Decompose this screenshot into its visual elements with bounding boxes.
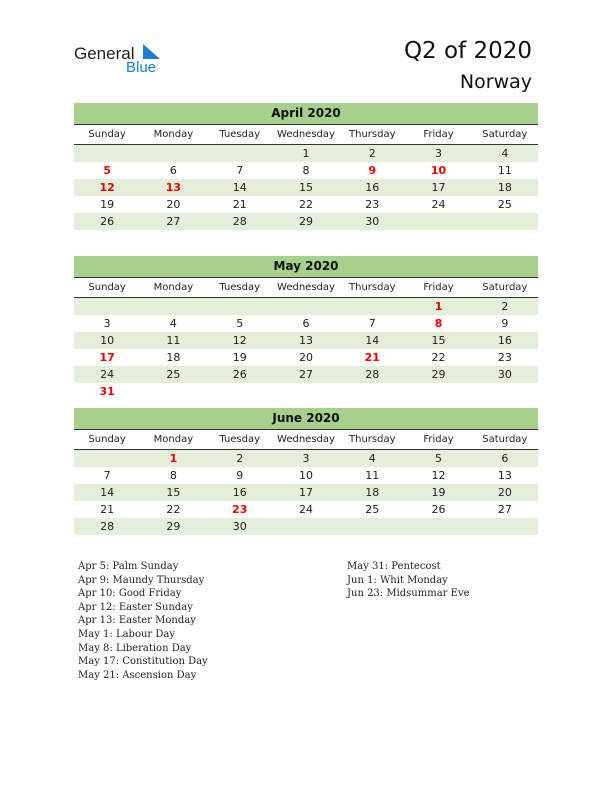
day-cell bbox=[140, 145, 206, 162]
day-cell: 12 bbox=[431, 469, 446, 482]
day-cell bbox=[273, 518, 339, 535]
weekday-label: Monday bbox=[153, 434, 194, 445]
holiday-note: May 8: Liberation Day bbox=[78, 642, 192, 654]
week-row bbox=[74, 179, 538, 196]
weekday-header-row bbox=[74, 278, 538, 298]
week-row bbox=[74, 467, 538, 484]
day-cell: 27 bbox=[166, 215, 181, 228]
day-cell: 28 bbox=[232, 215, 247, 228]
day-cell: 15 bbox=[431, 334, 446, 347]
day-cell: 1 bbox=[169, 452, 178, 465]
day-cell: 23 bbox=[232, 503, 248, 516]
day-cell: 18 bbox=[166, 351, 181, 364]
day-cell: 4 bbox=[501, 147, 509, 160]
day-cell: 24 bbox=[100, 368, 115, 381]
day-cell: 9 bbox=[501, 317, 509, 330]
week-row bbox=[74, 213, 538, 230]
day-cell: 13 bbox=[165, 181, 182, 194]
weekday-label: Wednesday bbox=[277, 282, 335, 293]
day-cell: 1 bbox=[302, 147, 310, 160]
week-row bbox=[74, 332, 538, 349]
day-cell: 8 bbox=[169, 469, 177, 482]
day-cell: 22 bbox=[431, 351, 446, 364]
day-cell: 3 bbox=[103, 317, 111, 330]
holiday-note: Apr 5: Palm Sunday bbox=[78, 561, 179, 572]
weekday-label: Wednesday bbox=[277, 129, 335, 140]
holiday-note: May 21: Ascension Day bbox=[78, 669, 197, 681]
week-row bbox=[74, 450, 538, 467]
day-cell: 13 bbox=[298, 334, 313, 347]
weekday-label: Tuesday bbox=[219, 282, 261, 293]
weekday-header-row bbox=[74, 125, 538, 145]
day-cell: 29 bbox=[298, 215, 313, 228]
day-cell: 22 bbox=[166, 503, 181, 516]
month-calendar-june bbox=[74, 408, 538, 535]
week-row bbox=[74, 162, 538, 179]
week-row bbox=[74, 366, 538, 383]
holiday-note: Jun 23: Midsummar Eve bbox=[347, 588, 470, 600]
day-cell: 2 bbox=[501, 300, 509, 313]
day-cell bbox=[207, 145, 273, 162]
day-cell: 15 bbox=[298, 181, 313, 194]
day-cell: 21 bbox=[232, 198, 247, 211]
weekday-label: Sunday bbox=[88, 129, 126, 140]
day-cell: 5 bbox=[103, 164, 111, 177]
weekday-label: Thursday bbox=[349, 434, 396, 445]
day-cell: 25 bbox=[166, 368, 181, 381]
week-row bbox=[74, 518, 538, 535]
day-cell: 2 bbox=[368, 147, 376, 160]
day-cell bbox=[405, 213, 471, 230]
day-cell: 25 bbox=[365, 503, 380, 516]
weekday-label: Tuesday bbox=[219, 129, 261, 140]
day-cell bbox=[472, 518, 538, 535]
day-cell bbox=[74, 298, 140, 315]
day-cell: 18 bbox=[497, 181, 512, 194]
weekday-label: Friday bbox=[423, 282, 454, 293]
day-cell: 21 bbox=[364, 351, 380, 364]
holiday-note: Apr 10: Good Friday bbox=[78, 588, 182, 600]
day-cell: 11 bbox=[166, 334, 181, 347]
day-cell: 26 bbox=[100, 215, 115, 228]
day-cell bbox=[339, 298, 405, 315]
weekday-label: Monday bbox=[153, 282, 194, 293]
day-cell bbox=[207, 298, 273, 315]
holiday-note: May 1: Labour Day bbox=[78, 628, 175, 640]
day-cell bbox=[140, 298, 206, 315]
day-cell: 15 bbox=[166, 486, 181, 499]
week-row bbox=[74, 298, 538, 315]
day-cell bbox=[273, 298, 339, 315]
day-cell: 17 bbox=[298, 486, 313, 499]
day-cell bbox=[472, 383, 538, 400]
day-cell: 8 bbox=[434, 317, 443, 330]
day-cell: 7 bbox=[103, 469, 111, 482]
day-cell: 17 bbox=[431, 181, 446, 194]
day-cell: 7 bbox=[368, 317, 376, 330]
day-cell: 7 bbox=[236, 164, 244, 177]
day-cell: 23 bbox=[365, 198, 380, 211]
day-cell bbox=[140, 383, 206, 400]
weekday-label: Sunday bbox=[88, 282, 126, 293]
day-cell: 11 bbox=[497, 164, 512, 177]
day-cell: 6 bbox=[169, 164, 177, 177]
weekday-label: Friday bbox=[423, 129, 454, 140]
month-title: June 2020 bbox=[74, 408, 538, 430]
weekday-label: Tuesday bbox=[219, 434, 261, 445]
day-cell: 30 bbox=[365, 215, 380, 228]
day-cell: 3 bbox=[302, 452, 310, 465]
day-cell: 4 bbox=[169, 317, 177, 330]
day-cell bbox=[405, 518, 471, 535]
holiday-note: May 31: Pentecost bbox=[347, 561, 441, 572]
week-row bbox=[74, 383, 538, 400]
day-cell bbox=[207, 383, 273, 400]
month-calendar-may bbox=[74, 256, 538, 400]
day-cell bbox=[472, 213, 538, 230]
month-title: May 2020 bbox=[74, 256, 538, 278]
holiday-list-right bbox=[347, 560, 470, 601]
day-cell: 24 bbox=[431, 198, 446, 211]
weekday-label: Thursday bbox=[349, 129, 396, 140]
day-cell: 30 bbox=[497, 368, 512, 381]
day-cell bbox=[273, 383, 339, 400]
day-cell: 17 bbox=[99, 351, 115, 364]
day-cell: 20 bbox=[166, 198, 181, 211]
weekday-label: Thursday bbox=[349, 282, 396, 293]
week-row bbox=[74, 145, 538, 162]
day-cell: 20 bbox=[298, 351, 313, 364]
month-calendar-april bbox=[74, 103, 538, 230]
day-cell: 25 bbox=[497, 198, 512, 211]
holiday-note: Apr 9: Maundy Thursday bbox=[78, 574, 205, 586]
day-cell: 19 bbox=[232, 351, 247, 364]
day-cell: 29 bbox=[166, 520, 181, 533]
day-cell: 29 bbox=[431, 368, 446, 381]
day-cell: 1 bbox=[434, 300, 443, 313]
day-cell: 20 bbox=[497, 486, 512, 499]
day-cell: 26 bbox=[431, 503, 446, 516]
month-title: April 2020 bbox=[74, 103, 538, 125]
day-cell: 14 bbox=[365, 334, 380, 347]
day-cell: 10 bbox=[298, 469, 313, 482]
week-row bbox=[74, 349, 538, 366]
holiday-note: Apr 13: Easter Monday bbox=[78, 615, 196, 627]
day-cell: 5 bbox=[435, 452, 443, 465]
week-row bbox=[74, 196, 538, 213]
day-cell: 31 bbox=[99, 385, 115, 398]
weekday-label: Friday bbox=[423, 434, 454, 445]
day-cell: 2 bbox=[236, 452, 244, 465]
holiday-note: Apr 12: Easter Sunday bbox=[78, 601, 193, 613]
day-cell: 4 bbox=[368, 452, 376, 465]
week-row bbox=[74, 315, 538, 332]
day-cell: 6 bbox=[501, 452, 509, 465]
country-name: Norway bbox=[459, 71, 532, 93]
day-cell: 11 bbox=[365, 469, 380, 482]
day-cell bbox=[405, 383, 471, 400]
weekday-label: Sunday bbox=[88, 434, 126, 445]
holiday-list-left bbox=[78, 560, 208, 682]
logo bbox=[74, 40, 174, 80]
day-cell: 9 bbox=[236, 469, 244, 482]
day-cell: 22 bbox=[298, 198, 313, 211]
day-cell: 30 bbox=[232, 520, 247, 533]
weekday-label: Saturday bbox=[482, 282, 528, 293]
day-cell: 12 bbox=[232, 334, 247, 347]
day-cell: 19 bbox=[431, 486, 446, 499]
day-cell: 26 bbox=[232, 368, 247, 381]
day-cell: 14 bbox=[100, 486, 115, 499]
weekday-header-row bbox=[74, 430, 538, 450]
day-cell bbox=[339, 383, 405, 400]
weekday-label: Wednesday bbox=[277, 434, 335, 445]
weekday-label: Monday bbox=[153, 129, 194, 140]
day-cell: 27 bbox=[497, 503, 512, 516]
day-cell: 16 bbox=[365, 181, 380, 194]
day-cell: 18 bbox=[365, 486, 380, 499]
weekday-label: Saturday bbox=[482, 129, 528, 140]
day-cell: 24 bbox=[298, 503, 313, 516]
day-cell: 8 bbox=[302, 164, 310, 177]
page-title: Q2 of 2020 bbox=[403, 38, 532, 64]
day-cell bbox=[339, 518, 405, 535]
day-cell bbox=[74, 145, 140, 162]
day-cell: 10 bbox=[430, 164, 447, 177]
day-cell: 13 bbox=[497, 469, 512, 482]
logo-blue-text: Blue bbox=[126, 59, 157, 76]
day-cell: 5 bbox=[236, 317, 244, 330]
day-cell: 21 bbox=[100, 503, 115, 516]
day-cell: 28 bbox=[365, 368, 380, 381]
day-cell: 6 bbox=[302, 317, 310, 330]
day-cell: 12 bbox=[99, 181, 115, 194]
day-cell: 28 bbox=[100, 520, 115, 533]
day-cell: 23 bbox=[497, 351, 512, 364]
week-row bbox=[74, 501, 538, 518]
logo-general-text: General bbox=[74, 44, 135, 63]
day-cell bbox=[74, 450, 140, 467]
day-cell: 19 bbox=[100, 198, 115, 211]
day-cell: 27 bbox=[298, 368, 313, 381]
day-cell: 9 bbox=[368, 164, 377, 177]
week-row bbox=[74, 484, 538, 501]
weekday-label: Saturday bbox=[482, 434, 528, 445]
day-cell: 3 bbox=[435, 147, 443, 160]
holiday-note: May 17: Constitution Day bbox=[78, 656, 208, 668]
day-cell: 16 bbox=[232, 486, 247, 499]
day-cell: 10 bbox=[100, 334, 115, 347]
day-cell: 14 bbox=[232, 181, 247, 194]
holiday-note: Jun 1: Whit Monday bbox=[347, 574, 448, 586]
day-cell: 16 bbox=[497, 334, 512, 347]
